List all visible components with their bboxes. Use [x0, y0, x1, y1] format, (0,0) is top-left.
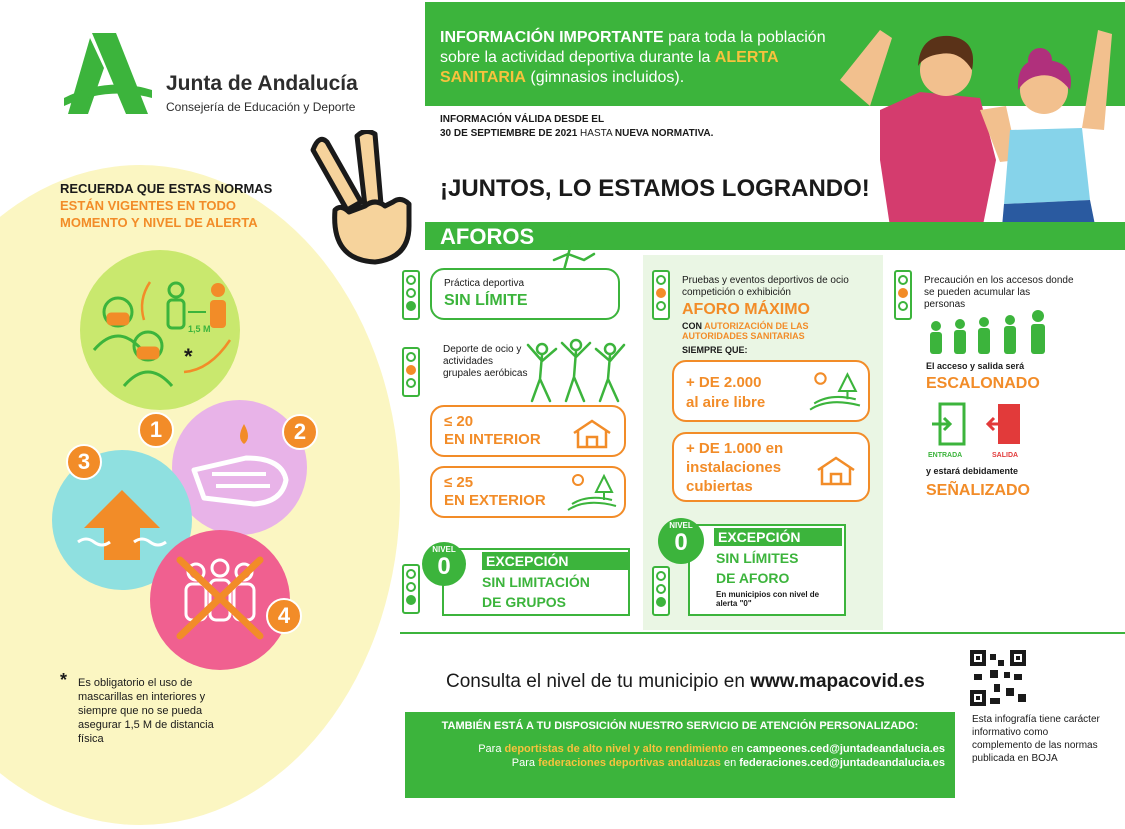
- authorization-authorities: AUTORIZACIÓN DE LAS AUTORIDADES SANITARIAS: [682, 321, 809, 341]
- service-l2-mid: en: [720, 757, 740, 769]
- sport-card: [430, 268, 620, 320]
- validity-date: 30 DE SEPTIEMBRE DE 2021: [440, 128, 578, 139]
- qr-code-icon[interactable]: [970, 650, 1026, 706]
- reminder-line-1: RECUERDA QUE ESTAS NORMAS: [60, 181, 273, 196]
- group-label: Deporte de ocio y actividades grupales aeróbicas: [443, 344, 528, 379]
- indoor-event-card: [672, 432, 870, 502]
- indoor-num: + DE 1.000 en: [686, 440, 784, 457]
- validity-text: [440, 113, 713, 141]
- exterior-card: [430, 466, 626, 518]
- slogan: ¡JUNTOS, LO ESTAMOS LOGRANDO!: [440, 175, 870, 202]
- validity-until-bold: NUEVA NORMATIVA.: [614, 128, 714, 139]
- outdoor-landscape-icon: [566, 470, 618, 514]
- entry-door-icon: [930, 402, 966, 446]
- section-divider: [400, 632, 1125, 634]
- caution-label: Precaución en los accesos donde se pueden acumular las personas: [924, 275, 1074, 310]
- traffic-light-green-icon: [652, 566, 670, 616]
- footnote-star: *: [60, 670, 68, 690]
- service-l2-who: federaciones deportivas andaluzas: [538, 757, 721, 769]
- building-icon: [816, 456, 856, 486]
- sport-value: SIN LÍMITE: [444, 292, 528, 309]
- service-line-federations: [415, 757, 945, 769]
- validity-line-1: INFORMACIÓN VÁLIDA DESDE EL: [440, 114, 605, 125]
- level-badge-zero: 0: [437, 553, 451, 580]
- traffic-light-orange-icon: [894, 270, 912, 320]
- reminder-line-3: MOMENTO Y NIVEL DE ALERTA: [60, 215, 258, 230]
- max-capacity-label: AFORO MÁXIMO: [682, 301, 810, 318]
- exception-line-2: SIN LIMITACIÓN: [482, 574, 590, 590]
- consult-prefix: Consulta el nivel de tu municipio en: [446, 671, 751, 692]
- no-crowd-icon: [150, 530, 290, 670]
- exit-label: SALIDA: [992, 452, 1019, 459]
- exception-line-2: SIN LÍMITES: [716, 550, 799, 566]
- marked-label: SEÑALIZADO: [926, 482, 1030, 499]
- service-title: TAMBIÉN ESTÁ A TU DISPOSICIÓN NUESTRO SERVICIO DE ATENCIÓN PERSONALIZADO:: [441, 720, 919, 732]
- outdoor-event-card: [672, 360, 870, 422]
- traffic-light-green-icon: [402, 564, 420, 614]
- service-l2-pre: Para: [511, 757, 539, 769]
- level-zero-badge: [658, 518, 704, 564]
- rule-badge-3: 3: [66, 444, 102, 480]
- reminder-line-2: ESTÁN VIGENTES EN TODO: [60, 198, 237, 213]
- entry-label: ENTRADA: [928, 452, 963, 459]
- rule-badge-4: 4: [266, 598, 302, 634]
- aforos-title: AFOROS: [440, 224, 535, 249]
- junta-logo-icon: [60, 28, 155, 118]
- rule-mask-circle: [80, 250, 240, 410]
- always-label: SIEMPRE QUE:: [682, 345, 748, 355]
- header-info-rest: para toda la población sobre la actividad deportiva durante la: [440, 29, 826, 66]
- traffic-light-green-icon: [402, 270, 420, 320]
- service-l1-pre: Para: [478, 743, 505, 755]
- interior-num: ≤ 20: [444, 413, 474, 430]
- federations-email-link[interactable]: federaciones.ced@juntadeandalucia.es: [739, 757, 945, 769]
- indoor-label-1: instalaciones: [686, 459, 782, 476]
- service-l1-who: deportistas de alto nivel y alto rendimiento: [504, 743, 729, 755]
- rule-badge-2: 2: [282, 414, 318, 450]
- mask-star: *: [184, 344, 193, 369]
- level-badge-label: NIVEL: [669, 521, 693, 530]
- rule-no-crowds-circle: [150, 530, 290, 670]
- service-l1-mid: en: [728, 743, 747, 755]
- indoor-label-2: cubiertas: [686, 478, 753, 495]
- org-name: Junta de Andalucía: [166, 72, 358, 95]
- interior-card: [430, 405, 626, 457]
- interior-label: EN INTERIOR: [444, 431, 541, 448]
- validity-until: HASTA: [577, 128, 615, 139]
- exception-note: En municipios con nivel de alerta "0": [716, 590, 820, 608]
- header-gyms: (gimnasios incluidos).: [525, 69, 685, 86]
- reminder-text: [60, 180, 320, 231]
- mask-footnote: [60, 670, 242, 746]
- victory-hand-icon: [305, 130, 415, 270]
- exception-line-3: DE AFORO: [716, 570, 790, 586]
- exception-line-3: DE GRUPOS: [482, 594, 567, 610]
- exception-title: EXCEPCIÓN: [486, 553, 569, 569]
- qr-note: Esta infografía tiene carácter informativo como complemento de las normas publicada en BOJA: [972, 714, 1100, 764]
- queue-people-icon: [926, 310, 1054, 358]
- distance-label: 1,5 M: [188, 324, 211, 334]
- celebrating-people-illustration: [820, 10, 1125, 250]
- exterior-label: EN EXTERIOR: [444, 492, 546, 509]
- level-zero-badge: [422, 542, 466, 586]
- exterior-num: ≤ 25: [444, 474, 474, 491]
- header-info-bold: INFORMACIÓN IMPORTANTE: [440, 29, 664, 46]
- exit-door-icon: [986, 402, 1022, 446]
- outdoor-landscape-icon: [808, 368, 862, 414]
- level-badge-label: NIVEL: [432, 545, 456, 554]
- service-line-athletes: [415, 743, 945, 755]
- rule-badge-1: 1: [138, 412, 174, 448]
- exception-title: EXCEPCIÓN: [718, 529, 801, 545]
- marked-text: y estará debidamente: [926, 466, 1019, 476]
- level-badge-zero: 0: [674, 529, 688, 556]
- traffic-light-orange-icon: [402, 347, 420, 397]
- staggered-label: ESCALONADO: [926, 375, 1040, 392]
- org-dept: Consejería de Educación y Deporte: [166, 100, 356, 114]
- mask-people-icon: [80, 250, 240, 410]
- header-alert: ALERTA SANITARIA: [440, 49, 778, 86]
- header-text: [440, 28, 860, 88]
- mapacovid-link[interactable]: www.mapacovid.es: [750, 671, 925, 692]
- consult-text: [446, 671, 925, 693]
- dancers-icon: [520, 335, 630, 405]
- outdoor-num: + DE 2.000: [686, 374, 762, 391]
- building-icon: [572, 419, 612, 449]
- outdoor-label: al aire libre: [686, 394, 766, 411]
- access-text: El acceso y salida será: [926, 361, 1025, 371]
- sport-label: Práctica deportiva: [444, 278, 525, 289]
- traffic-light-orange-icon: [652, 270, 670, 320]
- footnote-text: Es obligatorio el uso de mascarillas en interiores y siempre que no se pueda asegurar 1,5 M de distancia física: [78, 677, 214, 745]
- authorization-text: [682, 321, 842, 341]
- events-label: Pruebas y eventos deportivos de ocio competición o exhibición: [682, 275, 849, 298]
- authorization-with: CON: [682, 321, 705, 331]
- athletes-email-link[interactable]: campeones.ced@juntadeandalucia.es: [746, 743, 945, 755]
